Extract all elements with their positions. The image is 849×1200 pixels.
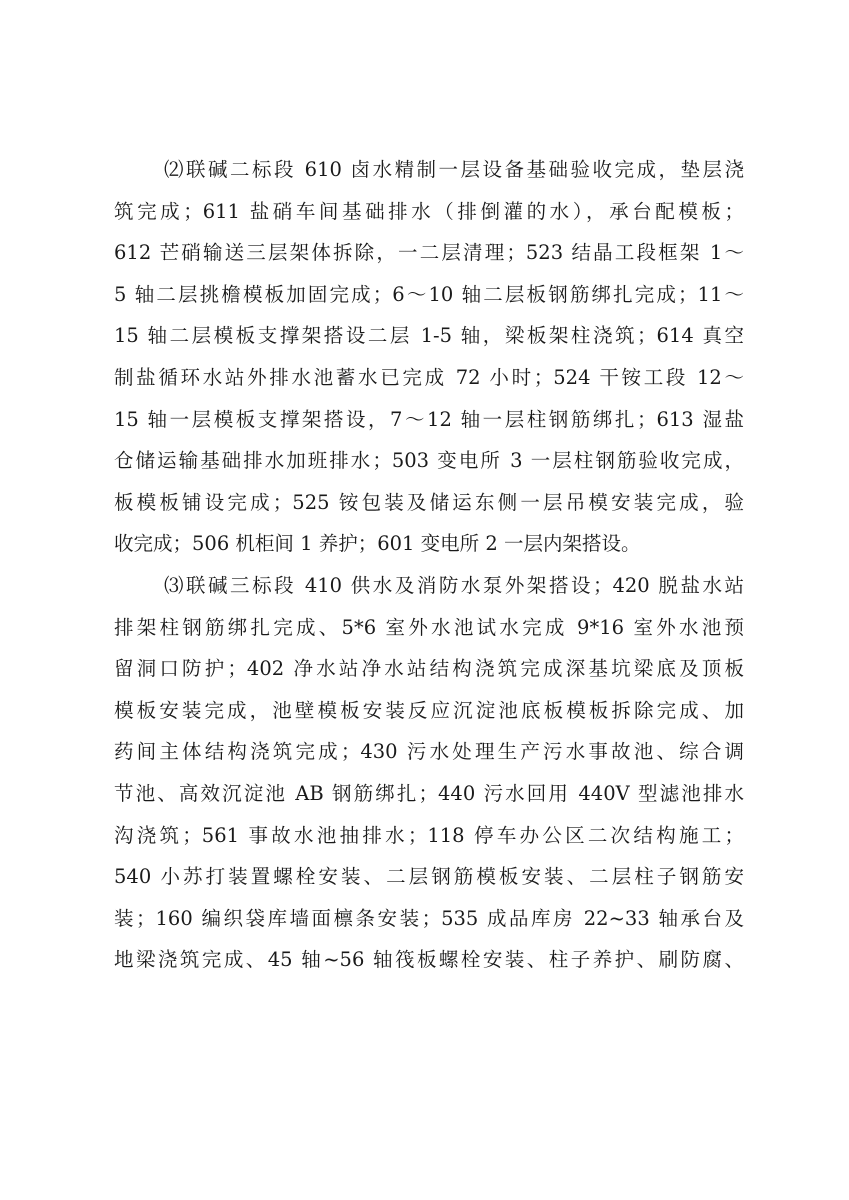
text-line: 15 轴二层模板支撑架搭设二层 1-5 轴，梁板架柱浇筑；614 真空	[114, 324, 744, 348]
text-line: 15 轴一层模板支撑架搭设，7～12 轴一层柱钢筋绑扎；613 湿盐	[114, 407, 744, 431]
text-line: 5 轴二层挑檐模板加固完成；6～10 轴二层板钢筋绑扎完成；11～	[114, 282, 744, 306]
text-line: 制盐循环水站外排水池蓄水已完成 72 小时；524 干铵工段 12～	[114, 365, 744, 389]
text-line: 排架柱钢筋绑扎完成、5*6 室外水池试水完成 9*16 室外水池预	[114, 615, 744, 639]
text-line: 留洞口防护；402 净水站净水站结构浇筑完成深基坑梁底及顶板	[114, 657, 744, 681]
text-line: 装；160 编织袋库墙面檩条安装；535 成品库房 22~33 轴承台及	[114, 906, 744, 930]
paragraph-lianjian-section-3	[114, 565, 744, 981]
text-line: 板模板铺设完成；525 铵包装及储运东侧一层吊模安装完成，验	[114, 490, 744, 514]
text-line: 仓储运输基础排水加班排水；503 变电所 3 一层柱钢筋验收完成，	[114, 449, 744, 473]
text-line: 筑完成；611 盐硝车间基础排水（排倒灌的水），承台配模板；	[114, 199, 744, 223]
text-line: 612 芒硝输送三层架体拆除，一二层清理；523 结晶工段框架 1～	[114, 241, 744, 265]
paragraph-lianjian-section-2	[114, 149, 744, 565]
text-line: 节池、高效沉淀池 AB 钢筋绑扎；440 污水回用 440V 型滤池排水	[114, 781, 744, 805]
text-line: 模板安装完成，池壁模板安装反应沉淀池底板模板拆除完成、加	[114, 698, 744, 722]
text-line: ⑵联碱二标段 610 卤水精制一层设备基础验收完成，垫层浇	[164, 158, 744, 181]
document-body	[114, 149, 744, 981]
text-line: ⑶联碱三标段 410 供水及消防水泵外架搭设；420 脱盐水站	[164, 573, 744, 597]
text-line: 地梁浇筑完成、45 轴~56 轴筏板螺栓安装、柱子养护、刷防腐、	[114, 948, 744, 972]
text-line: 沟浇筑；561 事故水池抽排水；118 停车办公区二次结构施工；	[114, 823, 744, 847]
text-line: 收完成；506 机柜间 1 养护；601 变电所 2 一层内架搭设。	[114, 532, 641, 556]
text-line: 药间主体结构浇筑完成；430 污水处理生产污水事故池、综合调	[114, 740, 744, 764]
text-line: 540 小苏打装置螺栓安装、二层钢筋模板安装、二层柱子钢筋安	[114, 865, 744, 889]
